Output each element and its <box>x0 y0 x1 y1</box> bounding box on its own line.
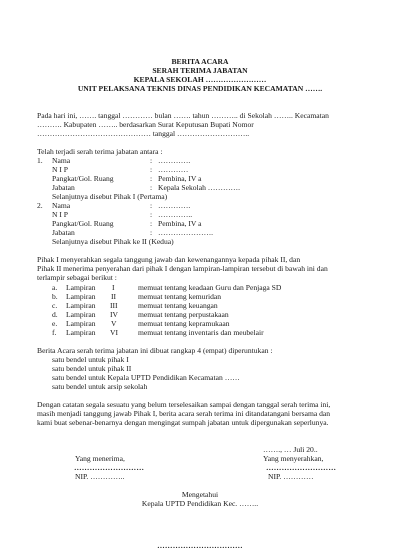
head-title: Kepala UPTD Pendidikan Kec. …….. <box>141 499 259 508</box>
attachment-letter: a. <box>52 283 58 292</box>
party2-nip-colon: : <box>150 210 153 219</box>
attachment-letter: d. <box>52 310 58 319</box>
party1-number: 1. <box>37 156 43 165</box>
sign-date: ……., … Juli 20.. <box>263 445 318 454</box>
party1-name-label: Nama <box>52 156 71 165</box>
copy-item: satu bendel untuk Kepala UPTD Pendidikan Kecamatan …… <box>52 373 240 382</box>
party2-rank-label: Pangkat/Gol. Ruang <box>52 219 114 228</box>
handover-line: Pihak I menyerahkan segala tanggung jawab dan kewenangannya kepada pihak II, dan <box>37 255 301 264</box>
party2-nip-label: N I P <box>52 210 69 219</box>
party1-position-label: Jabatan <box>52 183 75 192</box>
attachment-word: Lampiran <box>66 319 96 328</box>
witness-intro: Telah terjadi serah terima jabatan antara : <box>37 147 163 156</box>
party2-position-label: Jabatan <box>52 228 75 237</box>
attachment-roman: V <box>111 319 117 328</box>
party2-name-label: Nama <box>52 201 71 210</box>
attachment-letter: f. <box>52 328 57 337</box>
party1-nip-colon: : <box>150 165 153 174</box>
closing-line: kami buat sebenar-benarnya dengan mengingat sumpah jabatan untuk dipergunakan seperlunya. <box>37 418 329 427</box>
party2-number: 2. <box>37 201 43 210</box>
party1-nip-value: ………… <box>158 165 189 174</box>
doc-unit-title: UNIT PELAKSANA TEKNIS DINAS PENDIDIKAN KECAMATAN ……. <box>77 84 323 93</box>
attachment-roman: VI <box>110 328 119 337</box>
giver-signature-line: ……………………… <box>266 463 337 472</box>
copy-item: satu bendel untuk pihak II <box>52 364 132 373</box>
attachment-word: Lampiran <box>66 310 96 319</box>
party1-rank-colon: : <box>150 174 153 183</box>
attachment-desc: memuat tentang keadaan Guru dan Penjaga SD <box>138 283 282 292</box>
receiver-label: Yang menerima, <box>75 454 125 463</box>
closing-line: Dengan catatan segala sesuatu yang belum terselesaikan sampai dengan tanggal serah terima ini, <box>37 400 331 409</box>
intro-line: ……………………………………… tanggal ……………………….. <box>37 129 250 138</box>
attachment-desc: memuat tentang perpustakaan <box>138 310 229 319</box>
attachment-roman: IV <box>110 310 119 319</box>
attachment-letter: e. <box>52 319 58 328</box>
party2-name-colon: : <box>150 201 153 210</box>
attachment-letter: c. <box>52 301 58 310</box>
attachment-word: Lampiran <box>66 292 96 301</box>
party2-rank-colon: : <box>150 219 153 228</box>
attachment-word: Lampiran <box>66 328 96 337</box>
handover-line: Pihak II menerima penyerahan dari pihak I dengan lampiran-lampiran tersebut di bawah ini dan <box>37 264 328 273</box>
attachment-roman: III <box>110 301 118 310</box>
acknowledge-label: Mengetahui <box>181 490 219 499</box>
receiver-nip: NIP. ………….. <box>75 472 125 481</box>
doc-title: BERITA ACARA <box>171 57 229 66</box>
party1-rank-label: Pangkat/Gol. Ruang <box>52 174 114 183</box>
doc-subtitle: SERAH TERIMA JABATAN <box>152 66 248 75</box>
party1-name-colon: : <box>150 156 153 165</box>
handover-line: terlampir sebagai berikut : <box>37 273 117 282</box>
party2-position-colon: : <box>150 228 153 237</box>
closing-line: masih menjadi tanggung jawab Pihak I, berita acara serah terima ini ditandatangani bersama dan <box>37 409 331 418</box>
receiver-signature-line: ……………………… <box>74 463 145 472</box>
party1-position-value: Kepala Sekolah …………. <box>158 183 241 192</box>
attachment-word: Lampiran <box>66 301 96 310</box>
party2-name-value: …………. <box>158 201 191 210</box>
giver-nip: NIP. ………… <box>268 472 314 481</box>
copy-item: satu bendel untuk arsip sekolah <box>52 382 148 391</box>
attachment-desc: memuat tentang keuangan <box>138 301 218 310</box>
attachment-desc: memuat tentang kemuridan <box>138 292 222 301</box>
party1-nip-label: N I P <box>52 165 69 174</box>
party2-alias: Selanjutnya disebut Pihak ke II (Kedua) <box>52 237 174 246</box>
copies-intro: Berita Acara serah terima jabatan ini dibuat rangkap 4 (empat) diperuntukan : <box>37 346 273 355</box>
party1-position-colon: : <box>150 183 153 192</box>
party2-position-value: …………………. <box>158 228 214 237</box>
intro-line: ………. Kabupaten …….. berdasarkan Surat Keputusan Bupati Nomor <box>37 120 254 129</box>
doc-position-title: KEPALA SEKOLAH …………………… <box>133 75 267 84</box>
party1-rank-value: Pembina, IV a <box>158 174 202 183</box>
party1-name-value: …………. <box>158 156 191 165</box>
attachment-word: Lampiran <box>66 283 96 292</box>
party2-nip-value: ………….. <box>158 210 193 219</box>
attachment-letter: b. <box>52 292 58 301</box>
attachment-roman: II <box>111 292 117 301</box>
party2-rank-value: Pembina, IV a <box>158 219 202 228</box>
head-signature-line: …………………………… <box>157 541 243 550</box>
intro-line: Pada hari ini, ……. tanggal ………… bulan ……. tahun ……….. di Sekolah …….. Kecamatan <box>37 111 329 120</box>
attachment-desc: memuat tentang kepramukaan <box>138 319 230 328</box>
giver-label: Yang menyerahkan, <box>263 454 324 463</box>
copy-item: satu bendel untuk pihak I <box>52 355 129 364</box>
party1-alias: Selanjutnya disebut Pihak I (Pertama) <box>52 192 168 201</box>
attachment-roman: I <box>112 283 115 292</box>
attachment-desc: memuat tentang inventaris dan meubelair <box>138 328 264 337</box>
